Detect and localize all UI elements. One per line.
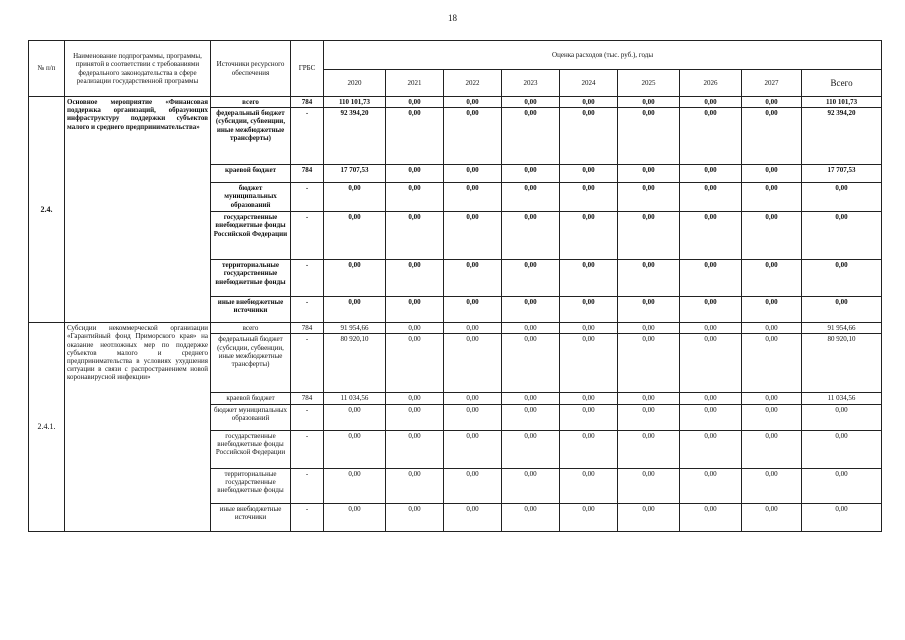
year-value: 0,00	[618, 468, 680, 503]
header-no: № п/п	[29, 41, 65, 97]
grbs-code: -	[291, 212, 324, 260]
year-value: 0,00	[386, 297, 444, 323]
year-value: 0,00	[324, 404, 386, 430]
header-name: Наименование подпрограммы, программы, принятой в соответствии с требованиями федерального законодательства в сфере реализации государственной программы	[65, 41, 211, 97]
year-value: 0,00	[444, 297, 502, 323]
year-value: 0,00	[742, 260, 802, 297]
year-value: 0,00	[618, 334, 680, 393]
total-value: 11 034,56	[802, 393, 882, 404]
total-value: 0,00	[802, 260, 882, 297]
year-value: 0,00	[618, 297, 680, 323]
year-value: 0,00	[386, 404, 444, 430]
year-value: 0,00	[680, 165, 742, 183]
total-value: 91 954,66	[802, 323, 882, 334]
year-value: 0,00	[502, 297, 560, 323]
header-year: 2025	[618, 70, 680, 97]
table-row	[29, 97, 882, 108]
year-value: 110 101,73	[324, 97, 386, 108]
year-value: 0,00	[742, 165, 802, 183]
header-year: 2024	[560, 70, 618, 97]
year-value: 0,00	[502, 212, 560, 260]
year-value: 0,00	[444, 260, 502, 297]
total-value: 0,00	[802, 404, 882, 430]
year-value: 0,00	[618, 165, 680, 183]
year-value: 0,00	[680, 97, 742, 108]
year-value: 0,00	[444, 468, 502, 503]
budget-table	[28, 40, 882, 532]
year-value: 0,00	[502, 183, 560, 212]
year-value: 0,00	[680, 468, 742, 503]
year-value: 0,00	[386, 430, 444, 468]
year-value: 0,00	[742, 430, 802, 468]
grbs-code: -	[291, 430, 324, 468]
funding-source: краевой бюджет	[211, 165, 291, 183]
year-value: 0,00	[444, 503, 502, 531]
year-value: 0,00	[502, 468, 560, 503]
year-value: 0,00	[386, 212, 444, 260]
year-value: 0,00	[324, 430, 386, 468]
year-value: 0,00	[742, 212, 802, 260]
year-value: 0,00	[444, 212, 502, 260]
year-value: 11 034,56	[324, 393, 386, 404]
year-value: 0,00	[618, 97, 680, 108]
total-value: 92 394,20	[802, 108, 882, 165]
year-value: 0,00	[560, 393, 618, 404]
year-value: 0,00	[386, 260, 444, 297]
year-value: 0,00	[680, 334, 742, 393]
year-value: 0,00	[502, 260, 560, 297]
year-value: 80 920,10	[324, 334, 386, 393]
header-year: 2026	[680, 70, 742, 97]
item-code: 2.4.1.	[29, 323, 65, 531]
year-value: 0,00	[680, 430, 742, 468]
year-value: 0,00	[560, 503, 618, 531]
year-value: 0,00	[560, 260, 618, 297]
year-value: 0,00	[618, 183, 680, 212]
year-value: 0,00	[444, 97, 502, 108]
header-year: 2022	[444, 70, 502, 97]
header-grbs: ГРБС	[291, 41, 324, 97]
year-value: 0,00	[560, 297, 618, 323]
year-value: 91 954,66	[324, 323, 386, 334]
funding-source: краевой бюджет	[211, 393, 291, 404]
year-value: 0,00	[618, 323, 680, 334]
total-value: 0,00	[802, 212, 882, 260]
year-value: 0,00	[618, 108, 680, 165]
year-value: 0,00	[560, 468, 618, 503]
year-value: 0,00	[502, 108, 560, 165]
year-value: 0,00	[742, 108, 802, 165]
item-name: Субсидии некоммерческой организации «Гарантийный фонд Приморского края» на оказание неотложных мер по поддержке субъектов малого и среднего предпринимательства в условиях ухудшения ситуации в связи с распространением новой коронавирусной инфекции»	[65, 323, 211, 531]
year-value: 0,00	[502, 323, 560, 334]
year-value: 0,00	[680, 108, 742, 165]
funding-source: иные внебюджетные источники	[211, 297, 291, 323]
year-value: 0,00	[680, 393, 742, 404]
year-value: 0,00	[444, 334, 502, 393]
funding-source: территориальные государственные внебюджетные фонды	[211, 260, 291, 297]
grbs-code: 784	[291, 323, 324, 334]
section-2-4	[29, 97, 882, 323]
year-value: 0,00	[742, 183, 802, 212]
year-value: 0,00	[560, 430, 618, 468]
year-value: 0,00	[386, 468, 444, 503]
grbs-code: 784	[291, 97, 324, 108]
year-value: 0,00	[444, 404, 502, 430]
year-value: 0,00	[618, 430, 680, 468]
year-value: 0,00	[444, 430, 502, 468]
year-value: 0,00	[444, 108, 502, 165]
year-value: 0,00	[502, 503, 560, 531]
year-value: 0,00	[560, 165, 618, 183]
year-value: 0,00	[618, 212, 680, 260]
year-value: 0,00	[680, 212, 742, 260]
grbs-code: -	[291, 297, 324, 323]
year-value: 0,00	[680, 260, 742, 297]
year-value: 0,00	[618, 503, 680, 531]
year-value: 0,00	[502, 165, 560, 183]
year-value: 0,00	[324, 503, 386, 531]
year-value: 0,00	[560, 212, 618, 260]
year-value: 0,00	[502, 404, 560, 430]
year-value: 17 707,53	[324, 165, 386, 183]
year-value: 0,00	[386, 165, 444, 183]
year-value: 92 394,20	[324, 108, 386, 165]
funding-source: территориальные государственные внебюджетные фонды	[211, 468, 291, 503]
funding-source: всего	[211, 97, 291, 108]
funding-source: государственные внебюджетные фонды Российской Федерации	[211, 212, 291, 260]
year-value: 0,00	[742, 393, 802, 404]
grbs-code: -	[291, 260, 324, 297]
funding-source: федеральный бюджет (субсидии, субвенции, иные межбюджетные трансферты)	[211, 334, 291, 393]
year-value: 0,00	[560, 183, 618, 212]
year-value: 0,00	[742, 468, 802, 503]
year-value: 0,00	[560, 108, 618, 165]
header-year: 2020	[324, 70, 386, 97]
grbs-code: 784	[291, 393, 324, 404]
year-value: 0,00	[444, 165, 502, 183]
year-value: 0,00	[502, 334, 560, 393]
grbs-code: -	[291, 334, 324, 393]
year-value: 0,00	[324, 297, 386, 323]
year-value: 0,00	[618, 404, 680, 430]
header-estimate: Оценка расходов (тыс. руб.), годы	[324, 41, 882, 70]
funding-source: государственные внебюджетные фонды Российской Федерации	[211, 430, 291, 468]
grbs-code: -	[291, 404, 324, 430]
total-value: 0,00	[802, 297, 882, 323]
year-value: 0,00	[444, 183, 502, 212]
year-value: 0,00	[444, 393, 502, 404]
year-value: 0,00	[502, 97, 560, 108]
year-value: 0,00	[742, 297, 802, 323]
funding-source: федеральный бюджет (субсидии, субвенции, иные межбюджетные трансферты)	[211, 108, 291, 165]
section-2-4-1	[29, 323, 882, 531]
header-year: 2023	[502, 70, 560, 97]
item-code: 2.4.	[29, 97, 65, 323]
year-value: 0,00	[560, 334, 618, 393]
total-value: 0,00	[802, 468, 882, 503]
year-value: 0,00	[386, 334, 444, 393]
item-name: Основное мероприятие «Финансовая поддержка организаций, образующих инфраструктуру поддержки субъектов малого и среднего предпринимательства»	[65, 97, 211, 323]
year-value: 0,00	[560, 97, 618, 108]
year-value: 0,00	[680, 404, 742, 430]
year-value: 0,00	[560, 323, 618, 334]
funding-source: бюджет муниципальных образований	[211, 183, 291, 212]
grbs-code: -	[291, 503, 324, 531]
total-value: 17 707,53	[802, 165, 882, 183]
year-value: 0,00	[324, 260, 386, 297]
year-value: 0,00	[680, 183, 742, 212]
year-value: 0,00	[386, 393, 444, 404]
grbs-code: -	[291, 468, 324, 503]
year-value: 0,00	[560, 404, 618, 430]
funding-source: бюджет муниципальных образований	[211, 404, 291, 430]
grbs-code: 784	[291, 165, 324, 183]
year-value: 0,00	[742, 503, 802, 531]
year-value: 0,00	[324, 183, 386, 212]
year-value: 0,00	[680, 503, 742, 531]
total-value: 0,00	[802, 503, 882, 531]
page-number: 18	[448, 13, 457, 23]
year-value: 0,00	[680, 297, 742, 323]
year-value: 0,00	[386, 323, 444, 334]
header-sources: Источники ресурсного обеспечения	[211, 41, 291, 97]
total-value: 0,00	[802, 183, 882, 212]
year-value: 0,00	[386, 97, 444, 108]
year-value: 0,00	[742, 323, 802, 334]
table-row	[29, 323, 882, 334]
header-year: 2027	[742, 70, 802, 97]
header-row-top	[29, 41, 882, 70]
year-value: 0,00	[324, 468, 386, 503]
funding-source: иные внебюджетные источники	[211, 503, 291, 531]
year-value: 0,00	[386, 503, 444, 531]
year-value: 0,00	[742, 97, 802, 108]
year-value: 0,00	[618, 260, 680, 297]
total-value: 110 101,73	[802, 97, 882, 108]
total-value: 0,00	[802, 430, 882, 468]
grbs-code: -	[291, 108, 324, 165]
year-value: 0,00	[386, 108, 444, 165]
year-value: 0,00	[324, 212, 386, 260]
header-year: 2021	[386, 70, 444, 97]
grbs-code: -	[291, 183, 324, 212]
year-value: 0,00	[742, 404, 802, 430]
year-value: 0,00	[386, 183, 444, 212]
year-value: 0,00	[502, 430, 560, 468]
year-value: 0,00	[742, 334, 802, 393]
year-value: 0,00	[502, 393, 560, 404]
header-total: Всего	[802, 70, 882, 97]
total-value: 80 920,10	[802, 334, 882, 393]
year-value: 0,00	[680, 323, 742, 334]
year-value: 0,00	[618, 393, 680, 404]
year-value: 0,00	[444, 323, 502, 334]
funding-source: всего	[211, 323, 291, 334]
